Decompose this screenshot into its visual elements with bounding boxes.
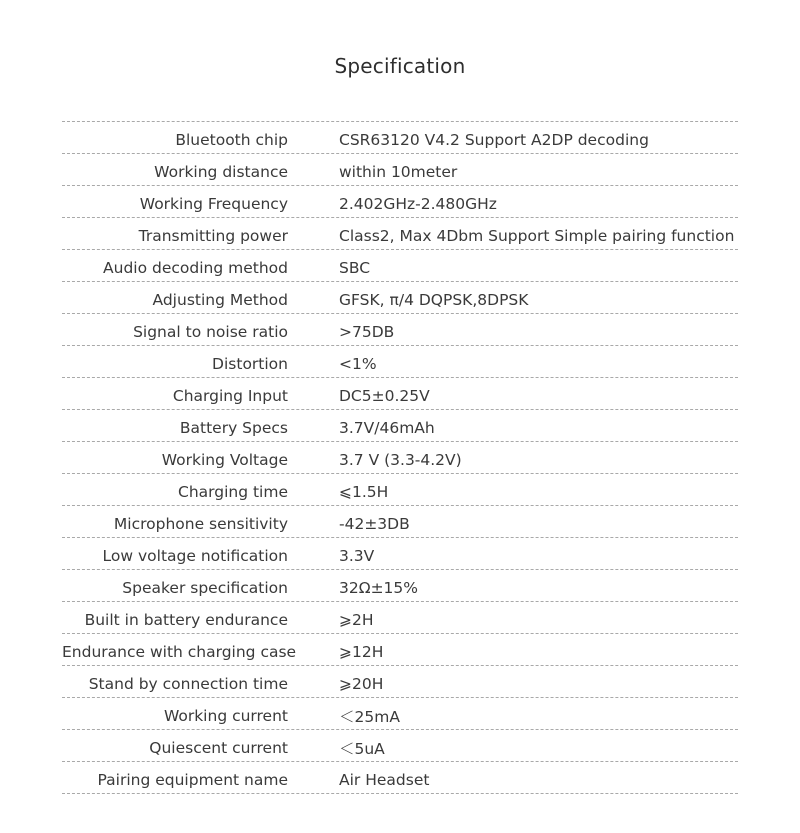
spec-row-working-voltage bbox=[62, 442, 738, 474]
spec-row-transmitting-power bbox=[62, 218, 738, 250]
spec-value: 32Ω±15% bbox=[339, 578, 419, 597]
spec-value: >75DB bbox=[339, 322, 395, 341]
spec-row-adjusting-method bbox=[62, 282, 738, 314]
spec-row-battery-specs bbox=[62, 410, 738, 442]
spec-label: Working Frequency bbox=[139, 194, 288, 213]
spec-row-working-frequency bbox=[62, 186, 738, 218]
spec-row-battery-endurance bbox=[62, 602, 738, 634]
spec-label: Low voltage notification bbox=[102, 546, 288, 565]
spec-value: ⩾12H bbox=[339, 642, 384, 661]
spec-value: ⩽1.5H bbox=[339, 482, 389, 501]
spec-value: 2.402GHz-2.480GHz bbox=[339, 194, 497, 213]
spec-label: Speaker specification bbox=[122, 578, 288, 597]
spec-value: ⩾2H bbox=[339, 610, 374, 629]
spec-label: Working Voltage bbox=[161, 450, 288, 469]
spec-row-snr bbox=[62, 314, 738, 346]
spec-row-speaker bbox=[62, 570, 738, 602]
spec-row-charging-input bbox=[62, 378, 738, 410]
spec-row-charging-time bbox=[62, 474, 738, 506]
spec-row-bluetooth-chip bbox=[62, 122, 738, 154]
spec-value: ⩾20H bbox=[339, 674, 384, 693]
spec-label: Signal to noise ratio bbox=[133, 322, 288, 341]
spec-value: Air Headset bbox=[339, 770, 430, 789]
spec-label: Microphone sensitivity bbox=[113, 514, 288, 533]
spec-row-working-distance bbox=[62, 154, 738, 186]
spec-label: Working current bbox=[163, 706, 288, 725]
spec-row-microphone-sensitivity bbox=[62, 506, 738, 538]
spec-value: GFSK, π/4 DQPSK,8DPSK bbox=[339, 290, 529, 309]
spec-value: 3.7 V (3.3-4.2V) bbox=[339, 450, 462, 469]
spec-label: Battery Specs bbox=[179, 418, 288, 437]
spec-label: Transmitting power bbox=[138, 226, 288, 245]
spec-row-pairing-name bbox=[62, 762, 738, 794]
spec-row-audio-decoding bbox=[62, 250, 738, 282]
spec-value: Class2, Max 4Dbm Support Simple pairing function bbox=[339, 226, 735, 245]
spec-label: Charging Input bbox=[172, 386, 288, 405]
spec-value: <1% bbox=[339, 354, 377, 373]
spec-value: -42±3DB bbox=[339, 514, 410, 533]
page-title: Specification bbox=[334, 54, 466, 78]
spec-value: 3.7V/46mAh bbox=[339, 418, 435, 437]
spec-value: ＜5uA bbox=[339, 739, 385, 758]
spec-table bbox=[62, 121, 738, 794]
spec-label: Bluetooth chip bbox=[175, 130, 288, 149]
spec-label: Working distance bbox=[154, 162, 288, 181]
spec-row-quiescent-current bbox=[62, 730, 738, 762]
spec-label: Charging time bbox=[178, 482, 288, 501]
spec-value: SBC bbox=[339, 258, 371, 277]
spec-label: Audio decoding method bbox=[103, 258, 288, 277]
spec-label: Stand by connection time bbox=[88, 674, 288, 693]
spec-label: Adjusting Method bbox=[152, 290, 288, 309]
spec-value: CSR63120 V4.2 Support A2DP decoding bbox=[339, 130, 649, 149]
spec-row-low-voltage bbox=[62, 538, 738, 570]
spec-row-distortion bbox=[62, 346, 738, 378]
spec-row-standby-time bbox=[62, 666, 738, 698]
spec-label: Endurance with charging case bbox=[62, 642, 297, 661]
spec-value: within 10meter bbox=[339, 162, 458, 181]
spec-row-working-current bbox=[62, 698, 738, 730]
spec-label: Built in battery endurance bbox=[84, 610, 288, 629]
spec-row-case-endurance bbox=[62, 634, 738, 666]
spec-value: DC5±0.25V bbox=[339, 386, 430, 405]
spec-value: ＜25mA bbox=[339, 707, 400, 726]
spec-label: Distortion bbox=[212, 354, 288, 373]
spec-label: Quiescent current bbox=[149, 738, 288, 757]
spec-label: Pairing equipment name bbox=[97, 770, 288, 789]
spec-value: 3.3V bbox=[339, 546, 375, 565]
